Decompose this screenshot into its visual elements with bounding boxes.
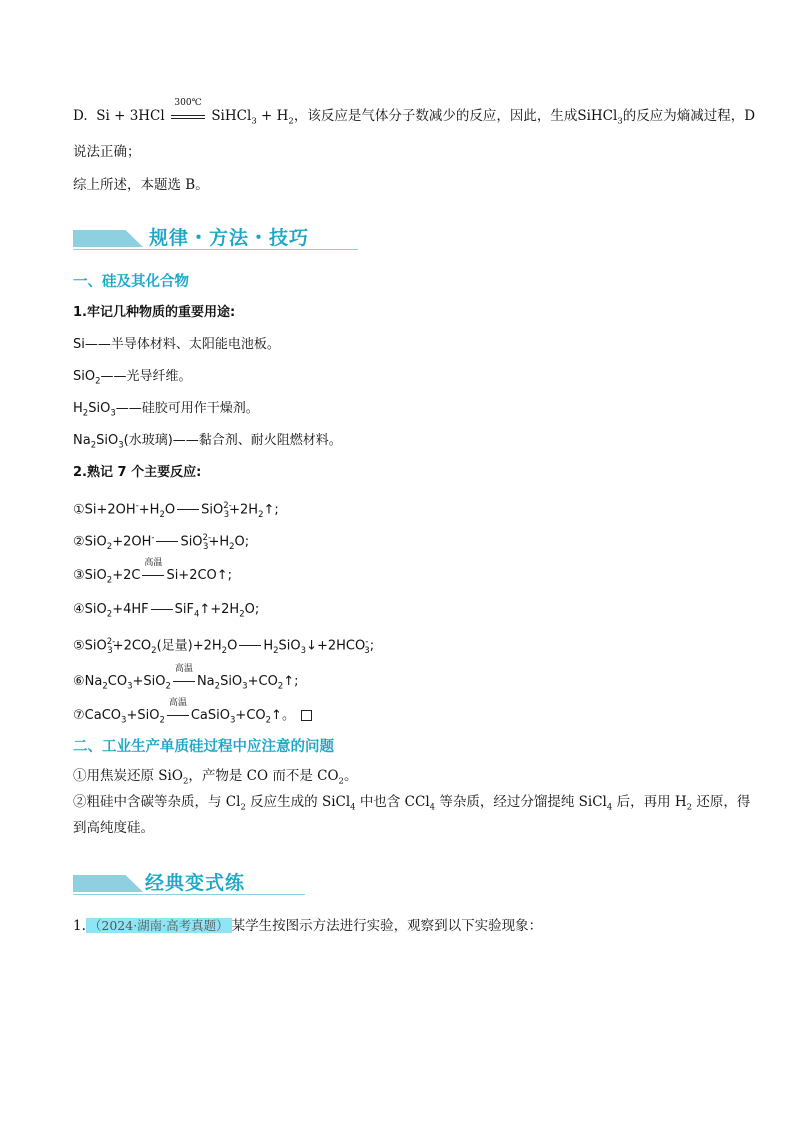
note-2: [73, 792, 750, 818]
subscript: 2: [338, 776, 344, 787]
question-1: [73, 916, 542, 936]
reaction-equals: [151, 600, 173, 620]
subscript: 2: [277, 681, 284, 692]
reactant: CO: [107, 674, 128, 689]
condition-label: 高温: [144, 558, 163, 568]
formula: SiO: [73, 369, 96, 384]
superscript: 2-: [223, 501, 232, 511]
subscript: 3: [617, 116, 623, 127]
reactant: +2CO: [112, 638, 152, 654]
equation-reactants: Si + 3HCl: [96, 108, 165, 124]
subscript: 2: [165, 681, 171, 692]
reaction-7: [73, 698, 312, 731]
option-d-text-3: 说法正确；: [73, 144, 141, 160]
product: Si+2CO↑;: [166, 568, 233, 583]
use-item: [73, 367, 192, 392]
reactant: CaCO: [84, 708, 122, 723]
product: SiO: [201, 502, 224, 518]
option-d-line: [73, 98, 756, 132]
superscript: -: [151, 533, 155, 543]
product: SiO: [220, 674, 243, 689]
reactant: SiO: [84, 638, 107, 654]
reaction-equals: [156, 532, 178, 552]
product-tail: +H: [208, 534, 230, 550]
reaction-end: ↑;: [283, 674, 299, 689]
subscript: 3: [242, 681, 248, 692]
subscript: 3: [300, 645, 307, 656]
subscript: 3: [251, 116, 257, 127]
reactant: SiO: [84, 534, 107, 550]
subscript: 2: [159, 715, 165, 726]
subscript: 2: [239, 609, 245, 620]
condition-label: 高温: [174, 664, 193, 674]
superscript: 2-: [202, 533, 212, 543]
formula: SiO: [88, 401, 111, 416]
sub-heading: 1.牢记几种物质的重要用途:: [73, 305, 236, 320]
product: H: [263, 638, 274, 654]
banner-title: 规律・方法・技巧: [149, 227, 310, 249]
subscript: 2: [221, 645, 228, 656]
reactant: (足量)+2H: [156, 638, 222, 654]
product-tail: +CO: [247, 674, 278, 689]
subscript: 2: [90, 440, 97, 451]
subscript: 2: [102, 681, 108, 692]
use-text: ——硅胶可用作干燥剂。: [115, 401, 259, 416]
condition-label: 300℃: [174, 98, 202, 108]
section-heading: 二、工业生产单质硅过程中应注意的问题: [73, 739, 334, 755]
reactant: Na: [84, 674, 103, 689]
note-text: 。: [343, 768, 358, 784]
superscript: -: [135, 501, 139, 511]
product: SiO: [278, 638, 301, 654]
note-text: ①用焦炭还原 SiO: [73, 768, 183, 784]
use-text: ——半导体材料、太阳能电池板。: [84, 337, 280, 352]
option-d-text: ，该反应是气体分子数减少的反应，因此，生成: [293, 108, 578, 124]
formula: Na: [73, 433, 91, 448]
section-heading: 一、硅及其化合物: [73, 274, 189, 290]
subscript: 3: [110, 408, 116, 419]
subscript: 2: [159, 509, 165, 520]
option-d-text-2: 的反应为熵减过程，D: [622, 108, 756, 124]
note-text: ，产物是 CO 而不是 CO: [188, 768, 339, 784]
reaction-number: ⑤: [73, 638, 85, 654]
subscript: 4: [429, 802, 436, 813]
subscript: 3: [364, 645, 370, 656]
equal-sign: [171, 115, 205, 119]
note-text: 还原，得: [692, 794, 751, 810]
product: SiF: [174, 602, 194, 617]
subscript: 2: [288, 116, 294, 127]
subscript: 3: [230, 715, 236, 726]
subscript: 2: [182, 776, 189, 787]
product-tail: +2H: [229, 502, 259, 518]
subscript: 2: [273, 645, 279, 656]
superscript: 2-: [106, 637, 116, 647]
subscript: 2: [106, 541, 113, 552]
reaction-3: [73, 558, 233, 591]
reaction-number: ⑥: [73, 674, 85, 689]
use-item: [73, 431, 342, 456]
reactant: Si+2OH: [84, 502, 136, 518]
species: SiHCl: [577, 108, 618, 124]
banner-underline: [73, 894, 305, 895]
use-text: (水玻璃)——黏合剂、耐火阻燃材料。: [123, 433, 342, 448]
checkbox-square-icon: [301, 710, 312, 721]
subscript: 4: [193, 609, 200, 620]
banner-shape: [73, 875, 143, 892]
note-2-cont: [73, 818, 154, 838]
reaction-4: [73, 600, 259, 625]
subscript: 2: [240, 802, 246, 813]
reaction-end: O;: [234, 534, 250, 550]
subscript: 2: [686, 802, 693, 813]
subscript: 4: [350, 802, 356, 813]
reaction-1: $①Si+2OH^-+H_2O$ $SiO^{2-}_3+2H_2↑$;: [73, 501, 279, 520]
subscript: 3: [107, 645, 113, 656]
reactant: SiO: [84, 568, 107, 583]
subscript: 3: [118, 440, 124, 451]
subscript: 3: [121, 715, 127, 726]
reaction-condition: [171, 98, 205, 126]
reaction-end: ↑;: [263, 502, 279, 518]
banner-shape: [73, 230, 143, 247]
subscript: 2: [151, 645, 157, 656]
subscript: 2: [95, 376, 101, 387]
subscript: 2: [265, 715, 272, 726]
subscript: 3: [203, 541, 209, 552]
subscript: 2: [82, 408, 89, 419]
reaction-number: ②: [73, 534, 85, 550]
note-text: 到高纯度硅。: [73, 820, 154, 836]
subscript: 4: [606, 802, 613, 813]
reaction-equals: [239, 636, 261, 656]
option-label: D.: [73, 108, 88, 124]
reaction-end: ;: [369, 638, 375, 654]
reaction-end: ↑。: [271, 708, 295, 723]
note-text: 反应生成的 SiCl: [245, 794, 351, 810]
reaction-condition: [142, 558, 164, 586]
note-text: 中也含 CCl: [355, 794, 430, 810]
product-tail: ↑+2H: [199, 602, 240, 617]
option-d-line-2: [73, 142, 141, 162]
use-item: [73, 399, 259, 424]
note-text: 后，再用 H: [612, 794, 687, 810]
subscript: 2: [106, 575, 113, 586]
reactant: +2OH: [112, 534, 152, 550]
reaction-equals: [177, 500, 199, 520]
source-tag: （2024·湖南·高考真题）: [86, 918, 232, 933]
sub-heading: 2.熟记 7 个主要反应:: [73, 465, 202, 480]
product-tail: ↓+2HCO: [306, 638, 366, 654]
use-text: ——光导纤维。: [100, 369, 192, 384]
formula: Si: [73, 337, 85, 352]
reactant: +SiO: [132, 674, 166, 689]
conclusion-text: 综上所述，本题选 B。: [73, 177, 209, 193]
question-text: 某学生按图示方法进行实验，观察到以下实验现象：: [231, 918, 543, 934]
formula: SiO: [96, 433, 119, 448]
subscript: 3: [223, 509, 230, 520]
use-item: [73, 335, 280, 355]
condition-label: 高温: [168, 698, 187, 708]
product-tail: +CO: [235, 708, 266, 723]
subscript: 2: [229, 541, 235, 552]
reactant: O: [227, 638, 238, 654]
reaction-5: [73, 632, 374, 661]
note-text: 等杂质，经过分馏提纯 SiCl: [435, 794, 607, 810]
reaction-number: ①: [73, 502, 85, 518]
note-1: [73, 766, 357, 792]
equation-product: SiHCl: [211, 108, 252, 124]
banner-title: 经典变式练: [145, 872, 246, 894]
product: CaSiO: [190, 708, 230, 723]
subscript: 2: [258, 509, 264, 520]
subscript: 2: [214, 681, 221, 692]
reaction-number: ③: [73, 568, 85, 583]
product: SiO: [180, 534, 203, 550]
question-number: 1.: [73, 918, 86, 934]
reaction-number: ④: [73, 602, 85, 617]
superscript: -: [365, 637, 369, 647]
reaction-condition: [173, 664, 195, 692]
product: Na: [196, 674, 215, 689]
reactant: SiO: [84, 602, 107, 617]
banner-underline: [73, 249, 358, 250]
conclusion: [73, 175, 209, 195]
reactant: +2C: [112, 568, 141, 583]
note-text: ②粗硅中含碳等杂质，与 Cl: [73, 794, 241, 810]
equation-tail: + H: [256, 108, 289, 124]
subscript: 3: [127, 681, 133, 692]
reaction-end: O;: [244, 602, 260, 617]
reaction-condition: [167, 698, 189, 726]
reactant: +4HF: [112, 602, 149, 617]
reaction-number: ⑦: [73, 708, 85, 723]
subscript: 2: [106, 609, 113, 620]
reactant: +SiO: [126, 708, 160, 723]
formula: H: [73, 401, 83, 416]
